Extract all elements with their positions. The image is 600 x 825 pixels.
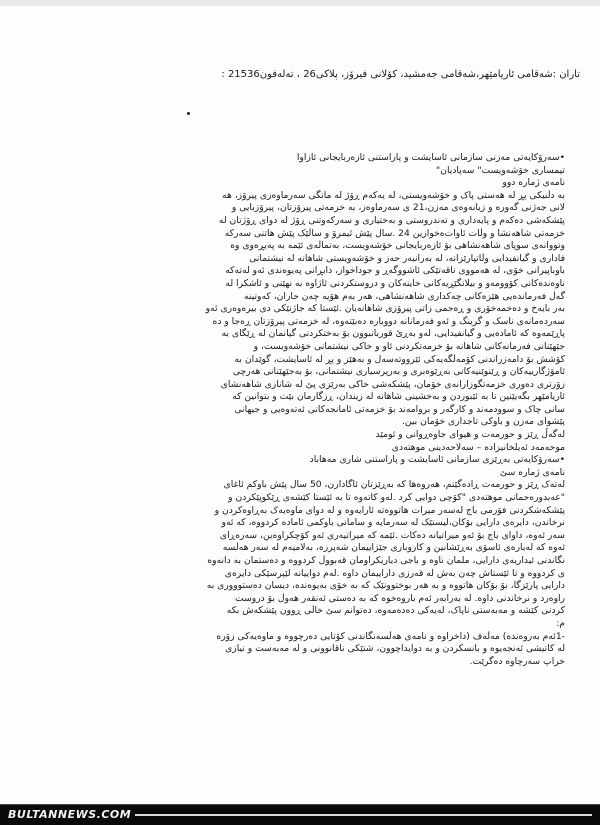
letter-2-line: لە کاتیشی ئەنجەیوە و بانسکردن و بە دوایداچوون، شتێکی ناقانوونی و لە مەبەست و نیازی	[225, 643, 565, 655]
letter-1-line: پێشوای مەزن و باوکی تاجداری خۆمان بین.	[401, 416, 565, 428]
letter-2-line: سەر ئەوە، داوای باج بۆ ئەو میراتیانە دەکات .ئێمە کە میراتیەری ئەو کۆچکراوەین، سەرەڕای	[219, 529, 565, 541]
letter-2-line: خراپ سەرچاوە دەگرێت.	[469, 655, 565, 667]
letter-2-line: نرخاندن، دایرەی دارایی بۆکان،لیستێک لە سەرمایە و سامانی باوکمی ئامادە کردووە، کە ئەو	[221, 517, 565, 529]
letter-2-line: لەتەک ڕێز و حورمەت ڕادەگێنم، هەروەها کە بەڕێزتان ئاگادارن، 50 سال پێش باوکم ئاغای	[223, 479, 565, 491]
letter-1-paragraph	[40, 190, 565, 429]
letter-2-line: م:	[556, 617, 565, 629]
letter-1-line: گەڵ فەرماندەیی هێزەکانی چەکداری شاهەنشاهی، هەر بەم هۆیە چەن جاران، کەوتینە	[244, 290, 565, 302]
letter-2-line: نگاندنی ئیداریەی دارایی، ملمان ناوە و باجی دیاریکراومان قەبووڵ کردووە و دەستمان بە دانەوە	[207, 555, 565, 566]
letter-1-line: سانی چاک و سوودمەند و کارگەر و بروامەند بۆ خزمەتی ئامانجەکانی ئەتەوەیی و جیهانی	[234, 403, 565, 415]
letter-1-line: ئامۆژگارییەکان و ڕێنوێنیەکانی بەڕێوەبری و بەرپرسیاری نیشتمانی، بۆ بەجێهێنانی هەرچی	[232, 366, 565, 378]
letter-1-signature: موحەمەد ئەیلخانیزادە – سەلاحەدینی موهتەدی	[391, 441, 565, 453]
letter-1-line: باوباپیرانی خۆی، لە هەمووی ناقەتێکی ئاشووگەڕ و جوداخواز، دابڕانی پەیوەندی ئەو لەتەکە	[225, 265, 565, 277]
letter-1-line: سەردەمانەی ناسک و گرینگ و ئەو فەرمانانە دووبارە دەبێتەوە، لە خزمەتی پیرۆزتان ڕەجا و دە	[212, 315, 565, 327]
letter-2-line: کردنی کێشە و مەبەستی ناپاک، لەیەکی دەدەمەوە، دەتوانم سێ خاڵی ڕوون پێشکەش بکە	[226, 605, 565, 617]
letter-2-line: ئەوە کە لەبارەی ئاسۆی بەڕێشانین و کاروباری جێژاییمان شەپرزە، بەلامیەم لە سەر هەڵسە	[222, 542, 565, 554]
letter-1-line: بەر بایەخ و دەخمەخۆری و ڕەحمی زاتی پیرۆزی شاهانەیان .ئێستا کە جاژنێکی دی بیرەوەری ئەو	[205, 303, 565, 315]
letter-1-line: فاداری و گیانفیدایی وڵاتپارێزانە، لە بەرانبەر حەز و خۆشەویستی شاهانە لە نیشتمانی	[249, 252, 565, 264]
footer-bar	[0, 804, 600, 825]
heading-recipient-1-name: تیمساری خۆشەویست" سەپادیان"	[436, 164, 565, 176]
sender-address: تاران :شەقامی ئاریامێهر،شەقامی جەمشید، کۆلانی فیرۆز، پلاکی26 ، تەلەفون21536 :	[221, 69, 580, 80]
letter-2-line: "عەبدورەحمانی موهتەدی "کۆچی دوایی کرد .لەو کاتەوە تا بە ئێستا کێشەی ڕێکوپێکردن و	[228, 492, 565, 504]
letter-1-line: زۆرتری دەوری خزمەتگوزارانەی خۆمان، پێشکەشی خاکی بەرێزی پێ لە شانازی شاهەنشای	[220, 378, 565, 390]
letter-1-line: پێشکەشی دەکەم و پایەداری و تەندروستی و بەختیاری و سەرکەوتنی ڕۆژ لە دوای ڕۆژتان لە	[218, 214, 565, 226]
letter-body	[40, 152, 565, 668]
footer-divider	[135, 814, 592, 816]
letter-2-line: -1ئەم بەروەندە) مەڵەف (داخراوە و نامەی هەڵسەنگاندنی کۆتایی دەرچووە و ماوەیەکی زۆرە	[216, 630, 565, 642]
letter-1-line: ئاریامێهر بگەیێنین تا بە ئێبوردن و بەخشینی شاهانە لە زیندان، ڕزگارمان بێت و بتوانین کە	[232, 391, 565, 403]
letter-1-line: لانی جەژنی گەورە و زیانەوەی مەزن،21 ی سەرماوەز، بە خزمەتی پیرۆزتان، پیرۆزبایی و	[231, 202, 565, 214]
letter-1-line: کۆشش بۆ دامەزراندنی کۆمەڵگەیەکی ئێرووتەسەل و بەهێز و پڕ لە ئاسایشت، گوێدان بە	[234, 353, 565, 365]
letter-1-line: ناوەندەکانی کۆوومەو و بیلانگێڕیەکانی خاینەکان و دروستکردنی ئاژاوە بە نهێنی و ئاشکرا لە	[225, 277, 565, 289]
heading-recipient-2: •سەرۆکایەتی بەڕێزی سازمانی ئاسایشت و پاراستنی شاری مەهاباد	[309, 454, 565, 466]
ink-dot	[187, 112, 190, 115]
letter-1-closing: لەگەڵ ڕێز و حورمەت و هیوای جاوەڕوانی و ئومێد	[375, 429, 565, 441]
letter-1-line: خزمەتی شاهەنشا و وڵات ئاوات‌ەخوازین 24 .سال پێش ئیمرۆ و ساڵێک پێش هاتنی سەرکە	[224, 227, 565, 239]
heading-recipient-1: •سەرۆکایەتی مەزنی سازمانی ئاسایشت و پاراستنی ئازەربایجانی ئازاوا	[296, 152, 565, 163]
letter-1-line: پاڕێمەوە کە ئامادەیی و گیانفیدایی، لەو بەڕێ قوربانبوون بۆ بەختکردنی گیانمان لە ڕێگای بە	[221, 328, 565, 340]
letter-2-line: پێشکەشکردنی فۆرمی باج لەسەر میرات هاتووەتە ئارایەوە و لە دوای ماوەیەک بەڕاوەکردن و	[214, 504, 565, 516]
bultannews-logo: BULTANNEWS.COM	[8, 808, 132, 821]
letter-2-paragraph	[40, 479, 565, 668]
letter-2-line: راوەرد و نرخاندنی داوە. لە بەرابەر ئەم باروەخوه کە بە دەستی ئەنقەر هەوڵ بۆ دروست	[235, 592, 565, 604]
letter-1-line: وتووانەی سوپای شاهەنشاهی بۆ ئازەربایجانی خۆشەویست، بەتماڵەی ئێمە بە پەیڕەوی وە	[230, 240, 565, 252]
letter-1-line: جێهێنانی فەرمانەکانی شاهانە بۆ خزمەتکردنی ئاو و خاکی نیشتمانی خۆشەویست، و	[253, 340, 565, 352]
letter-2-line: ی کردووە و تا ئێستاش چەن بەش لە قەرزی داراییمان داوە .لەم دواییانە لێپرسێکی دایرەی	[224, 567, 565, 579]
letter-1-title: نامەی ژمارە دوو	[502, 177, 565, 189]
letter-1-line: بە دڵنیکی پڕ لە هەستی پاک و خۆشەویستی، لە یەکەم ڕۆژ لە مانگی سەرماوەزی پیرۆز، هە	[222, 189, 565, 201]
letter-2-line: دارایی پارێزگا، بۆ بۆکان هاتووە و بە هەر بوختوونێک کە بە خۆی بەیوەندە، دیسان دەستوووری بە	[206, 580, 565, 592]
letter-2-title: نامەی ژمارە سێ	[500, 466, 565, 478]
